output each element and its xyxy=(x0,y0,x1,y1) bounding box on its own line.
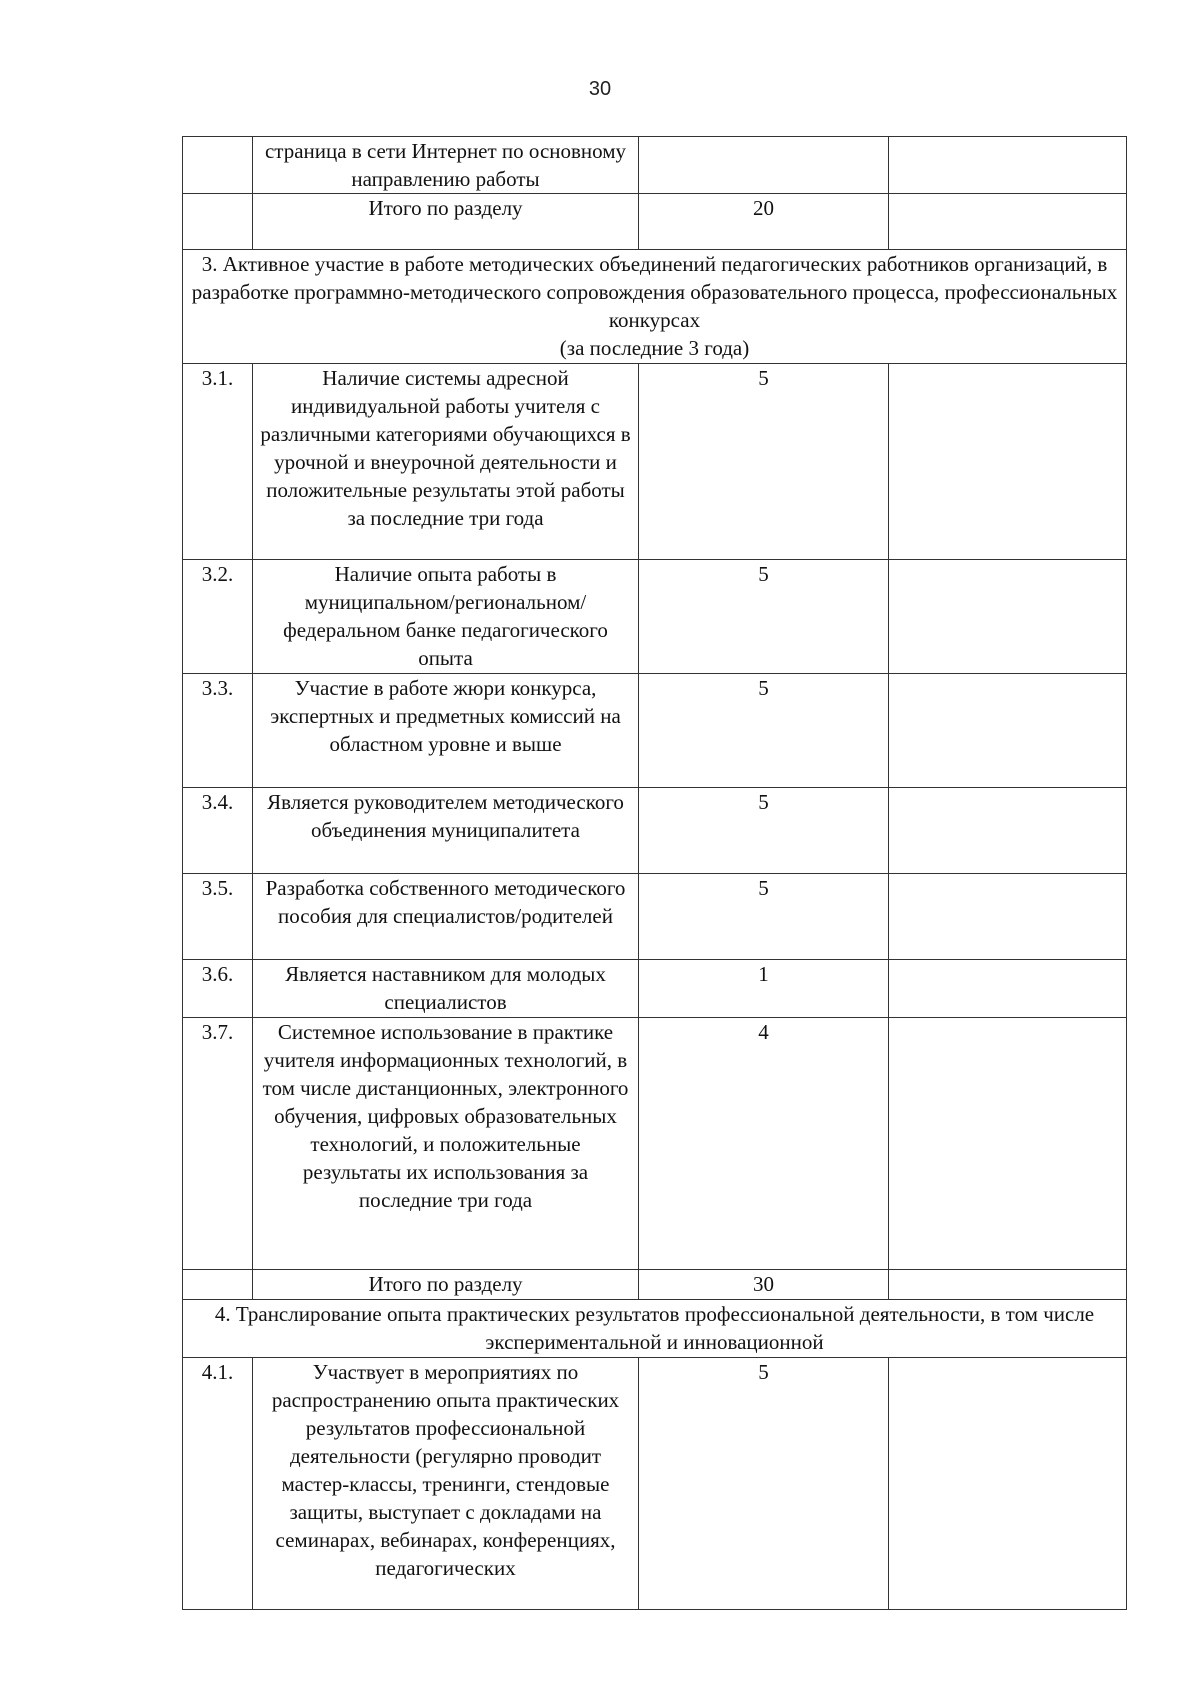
row-number xyxy=(183,194,253,250)
section-subtitle: (за последние 3 года) xyxy=(559,336,750,360)
score-cell: 5 xyxy=(639,560,889,674)
row-number: 3.3. xyxy=(183,674,253,788)
criterion-cell: Является наставником для молодых специалистов xyxy=(253,960,639,1018)
table-row xyxy=(183,874,1127,960)
note-cell xyxy=(889,788,1127,874)
section-header-row xyxy=(183,250,1127,364)
row-number: 3.1. xyxy=(183,364,253,560)
score-cell: 5 xyxy=(639,788,889,874)
table-row xyxy=(183,137,1127,194)
row-number: 3.4. xyxy=(183,788,253,874)
score-cell: 5 xyxy=(639,674,889,788)
note-cell xyxy=(889,1270,1127,1300)
score-cell: 5 xyxy=(639,364,889,560)
section-total-row xyxy=(183,1270,1127,1300)
note-cell xyxy=(889,1358,1127,1610)
total-label: Итого по разделу xyxy=(253,194,639,250)
criterion-cell: Разработка собственного методического пособия для специалистов/родителей xyxy=(253,874,639,960)
row-number: 3.6. xyxy=(183,960,253,1018)
row-number: 3.5. xyxy=(183,874,253,960)
criterion-cell: Участвует в мероприятиях по распространению опыта практических результатов профессиональной деятельности (регулярно проводит мастер-классы, тренинги, стендовые защиты, выступает с докладами на семинарах, вебинарах, конференциях, педагогических xyxy=(253,1358,639,1610)
table-row xyxy=(183,788,1127,874)
score-cell: 5 xyxy=(639,1358,889,1610)
note-cell xyxy=(889,674,1127,788)
row-number xyxy=(183,1270,253,1300)
score-cell xyxy=(639,137,889,194)
section-header-3 xyxy=(183,250,1127,364)
note-cell xyxy=(889,364,1127,560)
section-title: 4. Транслирование опыта практических результатов профессиональной деятельности, в том числе экспериментальной и инновационной xyxy=(214,1302,1095,1354)
note-cell xyxy=(889,560,1127,674)
section-title: 3. Активное участие в работе методических объединений педагогических работников организаций, в разработке программно-методического сопровождения образовательного процесса, профессиональных конкурсах xyxy=(191,252,1118,332)
note-cell xyxy=(889,194,1127,250)
page-number: 30 xyxy=(588,78,612,100)
note-cell xyxy=(889,1018,1127,1270)
table-row xyxy=(183,364,1127,560)
table-row xyxy=(183,674,1127,788)
section-header-row xyxy=(183,1300,1127,1358)
row-number: 4.1. xyxy=(183,1358,253,1610)
table-row xyxy=(183,960,1127,1018)
criterion-cell: Участие в работе жюри конкурса, экспертных и предметных комиссий на областном уровне и выше xyxy=(253,674,639,788)
criterion-cell: страница в сети Интернет по основному направлению работы xyxy=(253,137,639,194)
score-cell: 5 xyxy=(639,874,889,960)
table-row xyxy=(183,560,1127,674)
criteria-table xyxy=(182,136,1127,1610)
note-cell xyxy=(889,874,1127,960)
row-number: 3.2. xyxy=(183,560,253,674)
score-cell: 1 xyxy=(639,960,889,1018)
criterion-cell: Наличие системы адресной индивидуальной работы учителя с различными категориями обучающихся в урочной и внеурочной деятельности и положительные результаты этой работы за последние три года xyxy=(253,364,639,560)
total-label: Итого по разделу xyxy=(253,1270,639,1300)
row-number xyxy=(183,137,253,194)
criterion-cell: Наличие опыта работы в муниципальном/региональном/ федеральном банке педагогического опыта xyxy=(253,560,639,674)
note-cell xyxy=(889,137,1127,194)
criterion-cell: Является руководителем методического объединения муниципалитета xyxy=(253,788,639,874)
total-score: 30 xyxy=(639,1270,889,1300)
table-row xyxy=(183,1358,1127,1610)
total-score: 20 xyxy=(639,194,889,250)
section-header-4 xyxy=(183,1300,1127,1358)
score-cell: 4 xyxy=(639,1018,889,1270)
table-row xyxy=(183,1018,1127,1270)
row-number: 3.7. xyxy=(183,1018,253,1270)
section-total-row xyxy=(183,194,1127,250)
note-cell xyxy=(889,960,1127,1018)
criterion-cell: Системное использование в практике учителя информационных технологий, в том числе дистанционных, электронного обучения, цифровых образовательных технологий, и положительные результаты их использования за последние три года xyxy=(253,1018,639,1270)
